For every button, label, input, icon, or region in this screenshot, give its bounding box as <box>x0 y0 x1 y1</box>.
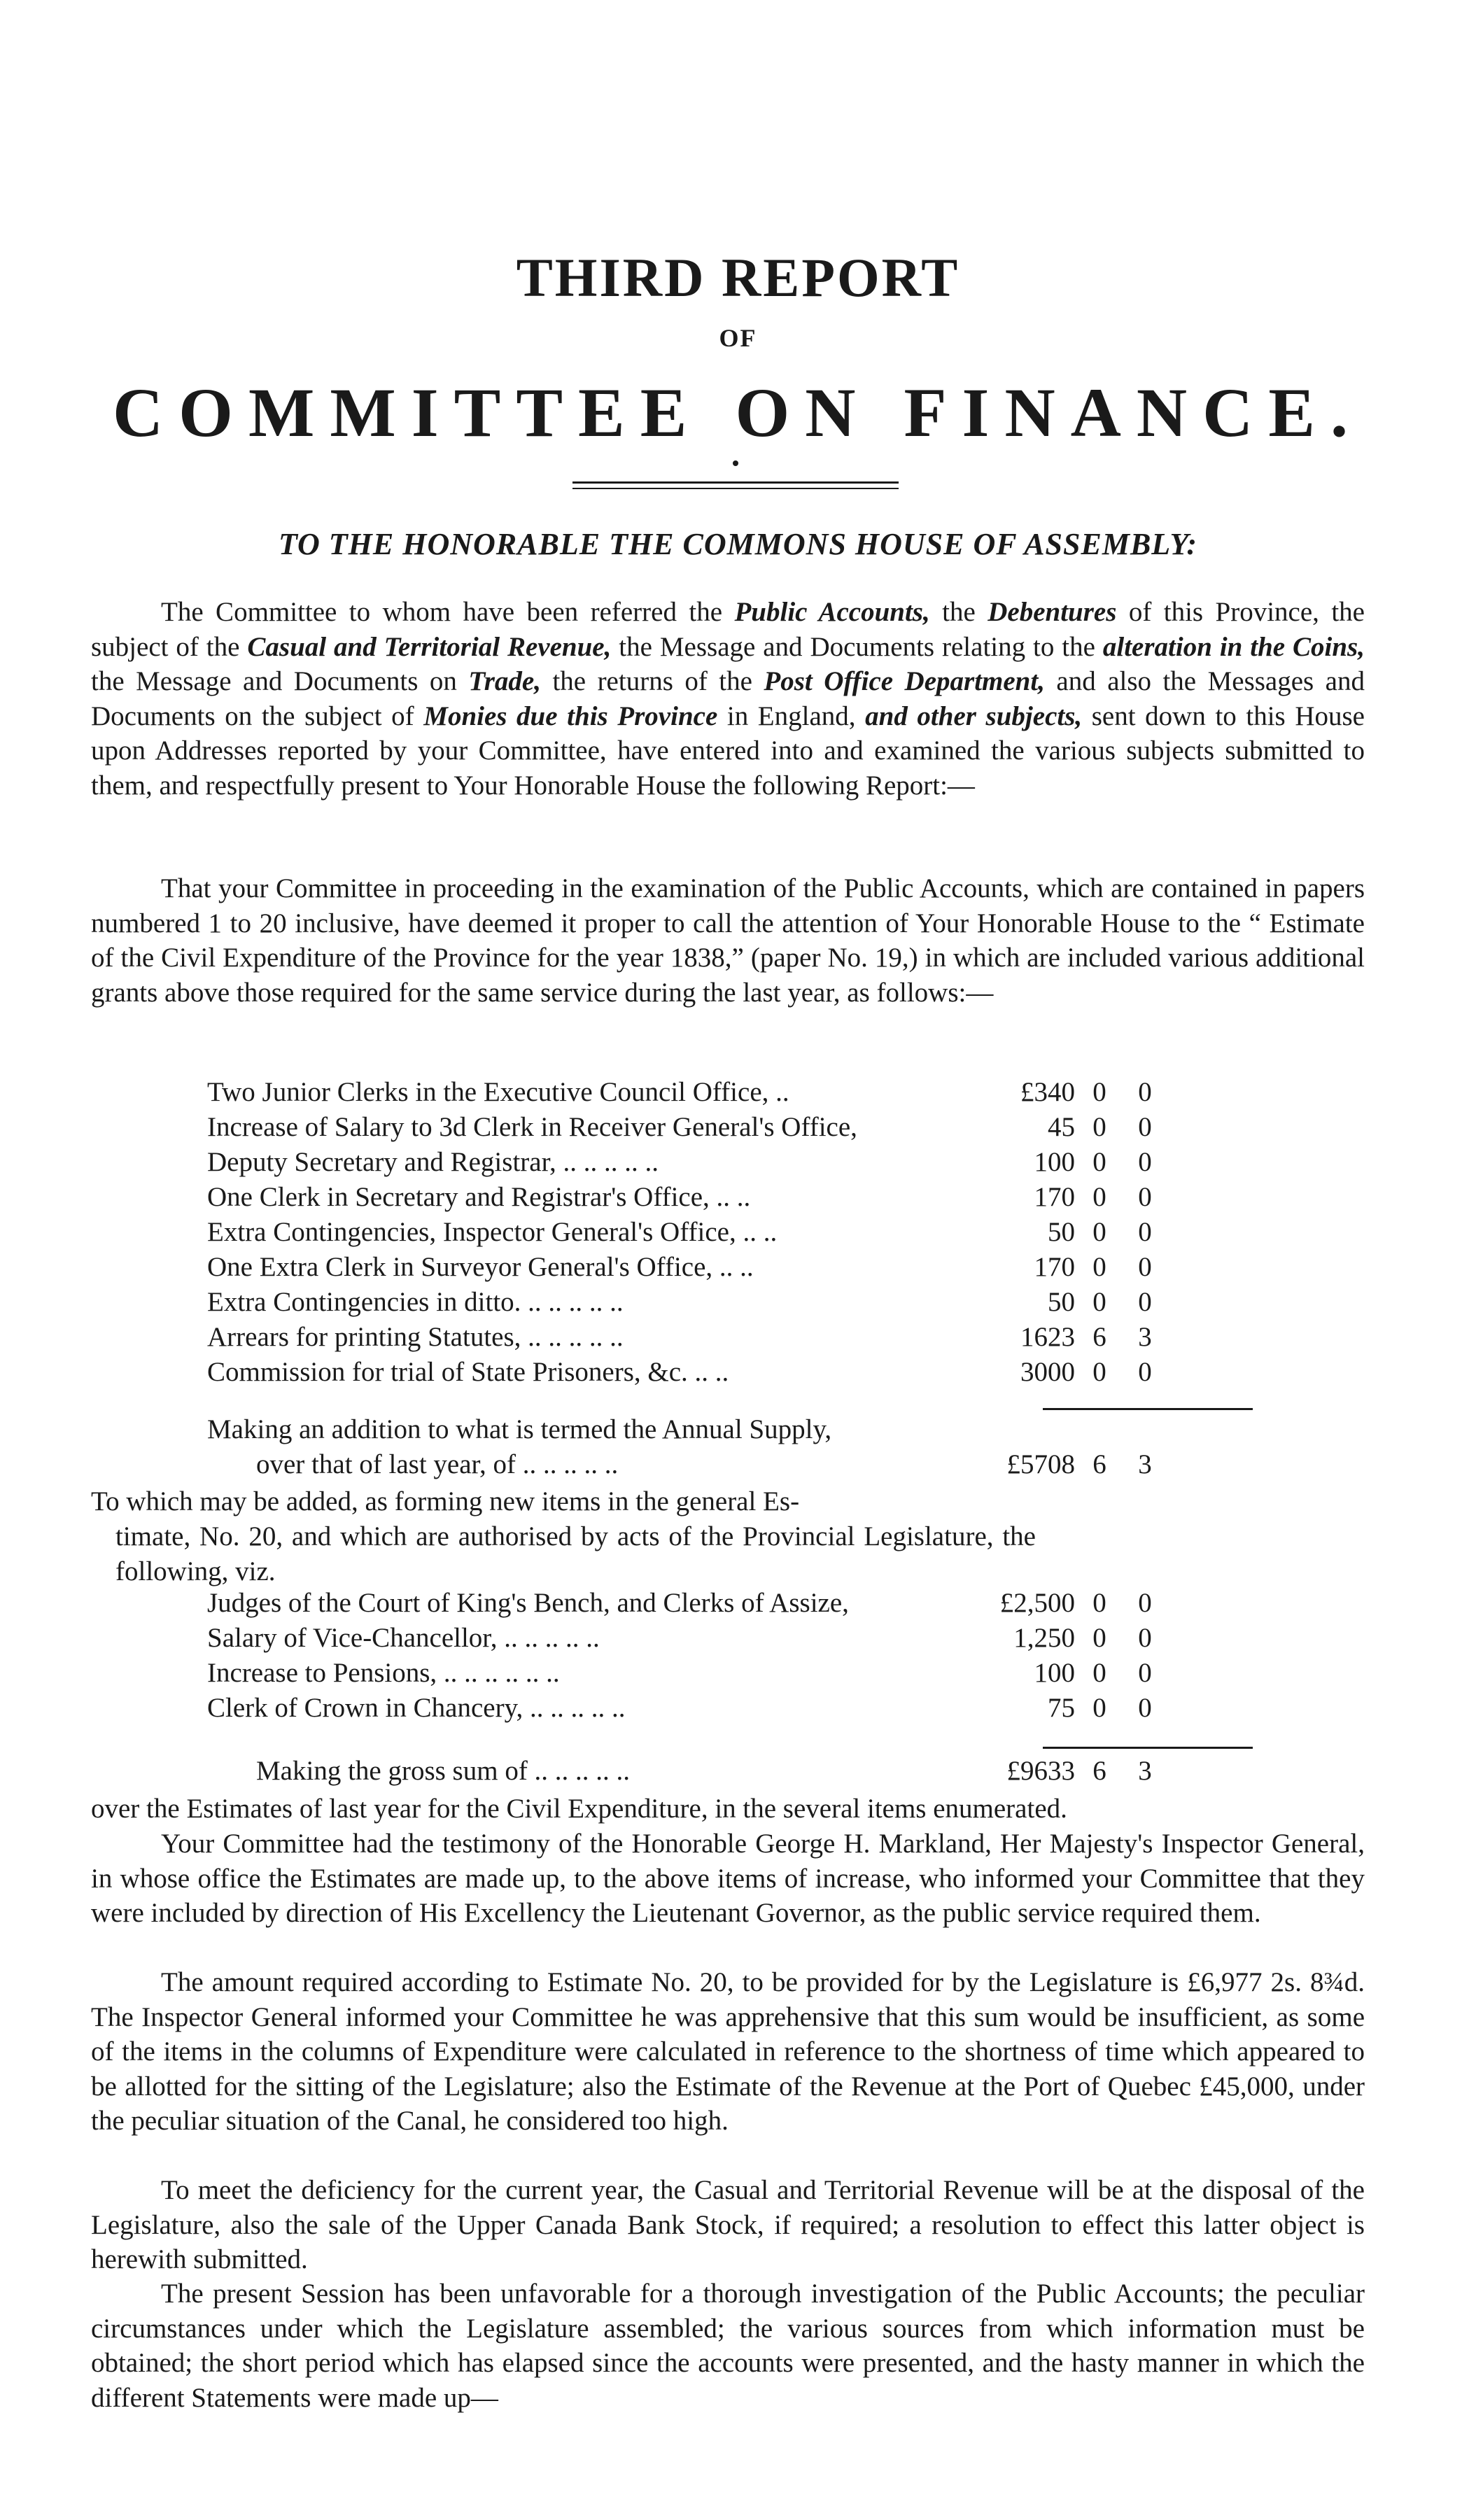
row-pounds: 1623 <box>1020 1322 1075 1352</box>
text-run: the returns of the <box>541 666 764 696</box>
text-run: the <box>929 597 988 627</box>
row-label: Judges of the Court of King's Bench, and Clerks of Assize, <box>207 1588 849 1618</box>
subtotal-pence: 3 <box>1138 1449 1152 1479</box>
row-pounds: 3000 <box>1020 1357 1075 1387</box>
row-pounds: 75 <box>1048 1693 1075 1723</box>
session-paragraph: The present Session has been unfavorable for a thorough investigation of the Public Accounts; the peculiar circumstances under which the Legislature assembled; the various sources from which information must be obtained; the short period which has elapsed since the accounts were presented, and the hasty manner in which the different Statements were made up— <box>91 2279 1365 2413</box>
row-pence: 0 <box>1138 1147 1152 1177</box>
row-pounds: 50 <box>1048 1287 1075 1317</box>
note-line: To which may be added, as forming new items in the general Es- <box>91 1486 800 1516</box>
report-title: THIRD REPORT <box>516 247 960 308</box>
title-connector: OF <box>719 324 757 352</box>
subtotal-label: Making an addition to what is termed the Annual Supply, <box>207 1414 832 1444</box>
row-shillings: 0 <box>1092 1357 1106 1387</box>
row-shillings: 6 <box>1092 1322 1106 1352</box>
text-run: and also the Messages and Documents on the subject of <box>91 666 1365 731</box>
text-run: of this Province, the subject of the <box>91 597 1365 662</box>
testimony-paragraph: Your Committee had the testimony of the Honorable George H. Markland, Her Majesty's Inspector General, in whose office the Estimates are made up, to the above items of increase, who informed your Committee that they were included by direction of His Excellency the Lieutenant Governor, as the public service required them. <box>91 1829 1365 1928</box>
emphasis-casual-revenue: Casual and Territorial Revenue, <box>247 631 612 662</box>
row-label: Deputy Secretary and Registrar, .. .. .. .. .. <box>207 1147 659 1177</box>
committee-heading: COMMITTEE ON FINANCE. <box>112 374 1364 451</box>
row-shillings: 0 <box>1092 1077 1106 1107</box>
row-label: Commission for trial of State Prisoners, &c. .. .. <box>207 1357 729 1387</box>
emphasis-trade: Trade, <box>468 666 541 696</box>
row-pence: 0 <box>1138 1077 1152 1107</box>
row-pence: 0 <box>1138 1112 1152 1142</box>
annual-supply-subtotal <box>207 1414 1271 1484</box>
row-pence: 0 <box>1138 1623 1152 1653</box>
text-run: the Message and Documents relating to the <box>611 631 1103 662</box>
row-shillings: 0 <box>1092 1217 1106 1247</box>
text-run: in England, <box>717 701 866 731</box>
divider-rule-thin <box>572 488 899 489</box>
total-shillings: 6 <box>1092 1756 1106 1786</box>
row-shillings: 0 <box>1092 1147 1106 1177</box>
row-shillings: 0 <box>1092 1658 1106 1688</box>
emphasis-debentures: Debentures <box>987 597 1117 627</box>
total-rule <box>1043 1747 1253 1749</box>
total-pounds: £9633 <box>1006 1756 1075 1786</box>
row-pence: 0 <box>1138 1217 1152 1247</box>
row-pounds: 100 <box>1034 1147 1075 1177</box>
row-pence: 0 <box>1138 1252 1152 1282</box>
estimate-amount-paragraph: The amount required according to Estimate No. 20, to be provided for by the Legislature is £6,977 2s. 8¾d. The Inspector General informed your Committee he was apprehensive that this sum would be insufficient, as some of the items in the columns of Expenditure were calculated in reference to the shortness of time which appeared to be allotted for the sitting of the Legislature; also the Estimate of the Revenue at the Port of Quebec £45,000, under the peculiar situation of the Canal, he considered too high. <box>91 1967 1365 2136</box>
total-pence: 3 <box>1138 1756 1152 1786</box>
row-pounds: 100 <box>1034 1658 1075 1688</box>
row-shillings: 0 <box>1092 1182 1106 1212</box>
row-label: Clerk of Crown in Chancery, .. .. .. .. .. <box>207 1693 626 1723</box>
note-continuation: timate, No. 20, and which are authorised by acts of the Provincial Legislature, the following, viz. <box>115 1521 1036 1586</box>
row-label: Salary of Vice-Chancellor, .. .. .. .. .. <box>207 1623 600 1653</box>
row-pence: 0 <box>1138 1182 1152 1212</box>
total-label: Making the gross sum of .. .. .. .. .. <box>256 1756 631 1786</box>
row-pounds: 1,250 <box>1013 1623 1075 1653</box>
subtotal-rule <box>1043 1408 1253 1410</box>
row-label: Arrears for printing Statutes, .. .. .. .. .. <box>207 1322 624 1352</box>
text-run: sent down to this House upon Addresses reported by your Committee, have entered into and examined the various subjects submitted to them, and respectfully present to Your Honorable House the following Report:— <box>91 701 1365 801</box>
row-label: Two Junior Clerks in the Executive Council Office, .. <box>207 1077 789 1107</box>
row-label: Extra Contingencies in ditto. .. .. .. .. .. <box>207 1287 624 1317</box>
row-shillings: 0 <box>1092 1287 1106 1317</box>
emphasis-other-subjects: and other subjects, <box>865 701 1083 731</box>
row-pence: 0 <box>1138 1287 1152 1317</box>
row-pounds: 50 <box>1048 1217 1075 1247</box>
row-shillings: 0 <box>1092 1693 1106 1723</box>
new-items-note <box>91 1484 1036 1589</box>
subtotal-shillings: 6 <box>1092 1449 1106 1479</box>
emphasis-coins: alteration in the Coins, <box>1102 631 1365 662</box>
row-label: Extra Contingencies, Inspector General's Office, .. .. <box>207 1217 778 1247</box>
row-pence: 0 <box>1138 1357 1152 1387</box>
estimate-paragraph: That your Committee in proceeding in the examination of the Public Accounts, which are contained in papers numbered 1 to 20 inclusive, have deemed it proper to call the attention of Your Honorable House to the “ Estimate of the Civil Expenditure of the Province for the year 1838,” (paper No. 19,) in which are included various additional grants above those required for the same service during the last year, as follows:— <box>91 873 1365 1008</box>
intro-paragraph <box>91 595 1365 803</box>
row-shillings: 0 <box>1092 1623 1106 1653</box>
emphasis-public-accounts: Public Accounts, <box>734 597 930 627</box>
row-shillings: 0 <box>1092 1252 1106 1282</box>
new-items-table <box>207 1587 1271 1727</box>
divider-rule <box>572 481 899 484</box>
emphasis-post-office: Post Office Department, <box>764 666 1045 696</box>
deficiency-paragraph: To meet the deficiency for the current year, the Casual and Territorial Revenue will be at the disposal of the Legislature, also the sale of the Upper Canada Bank Stock, if required; a resolution to effect this latter object is herewith submitted. <box>91 2175 1365 2274</box>
text-run: The Committee to whom have been referred the <box>161 597 735 627</box>
row-pence: 3 <box>1138 1322 1152 1352</box>
row-pounds: £2,500 <box>999 1588 1075 1618</box>
row-shillings: 0 <box>1092 1588 1106 1618</box>
salutation: TO THE HONORABLE THE COMMONS HOUSE OF ASSEMBLY: <box>278 527 1198 561</box>
emphasis-monies-due: Monies due this Province <box>423 701 718 731</box>
subtotal-pounds: £5708 <box>1006 1449 1075 1479</box>
text-run: the Message and Documents on <box>91 666 469 696</box>
additional-grants-table <box>207 1076 1271 1391</box>
row-pounds: 170 <box>1034 1252 1075 1282</box>
gross-sum-total <box>207 1755 1271 1790</box>
row-label: Increase to Pensions, .. .. .. .. .. .. <box>207 1658 560 1688</box>
row-label: Increase of Salary to 3d Clerk in Receiver General's Office, <box>207 1112 857 1142</box>
row-shillings: 0 <box>1092 1112 1106 1142</box>
row-pounds: 45 <box>1048 1112 1075 1142</box>
row-pence: 0 <box>1138 1693 1152 1723</box>
row-pounds: £340 <box>1020 1077 1075 1107</box>
row-pounds: 170 <box>1034 1182 1075 1212</box>
row-pence: 0 <box>1138 1658 1152 1688</box>
row-label: One Clerk in Secretary and Registrar's Office, .. .. <box>207 1182 751 1212</box>
enumerated-line: over the Estimates of last year for the Civil Expenditure, in the several items enumerated. <box>91 1794 1067 1824</box>
row-pence: 0 <box>1138 1588 1152 1618</box>
row-label: One Extra Clerk in Surveyor General's Office, .. .. <box>207 1252 754 1282</box>
subtotal-label-cont: over that of last year, of .. .. .. .. .. <box>256 1449 619 1479</box>
ornament-dot <box>733 460 738 466</box>
